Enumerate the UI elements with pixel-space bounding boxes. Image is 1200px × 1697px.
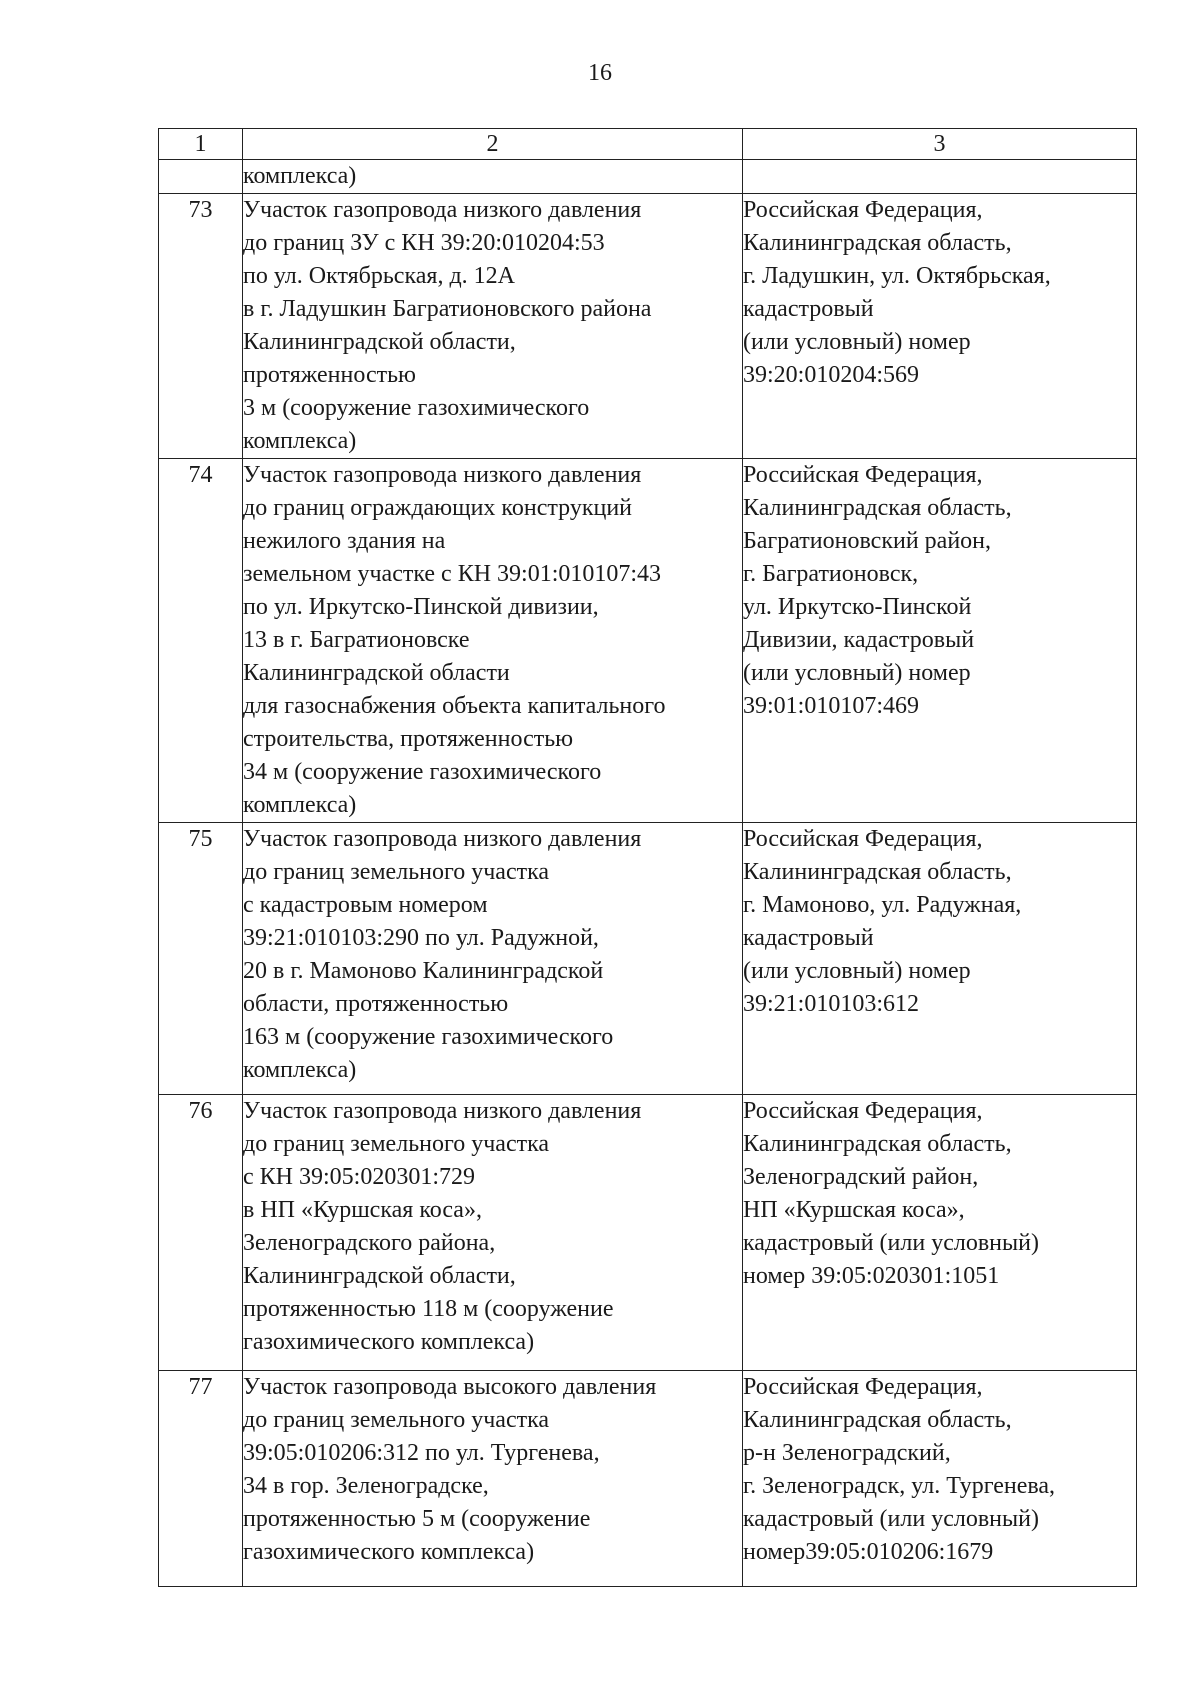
owner-line: кадастровый [743,296,874,322]
column-header-1: 1 [159,129,243,160]
description-cell [243,194,743,459]
description-cell [243,1371,743,1587]
description-line: в г. Ладушкин Багратионовского района [243,296,652,322]
owner-line: кадастровый [743,925,874,951]
owner-line: Зеленоградский район, [743,1164,979,1190]
owner-line: Российская Федерация, [743,1374,983,1400]
owner-line: г. Ладушкин, ул. Октябрьская, [743,263,1051,289]
owner-line: кадастровый (или условный) [743,1506,1039,1532]
description-line: Участок газопровода низкого давления [243,197,642,223]
owner-line: Калининградская область, [743,1407,1012,1433]
owner-cell [743,1371,1137,1587]
description-line: до границ ограждающих конструкций [243,495,633,521]
owner-line: НП «Куршская коса», [743,1197,965,1223]
owner-line: Багратионовский район, [743,528,992,554]
owner-line: номер 39:05:020301:1051 [743,1263,1000,1289]
row-number: 74 [159,459,243,823]
owner-line: г. Мамоново, ул. Радужная, [743,892,1022,918]
owner-line: Российская Федерация, [743,826,983,852]
description-line: строительства, протяженностью [243,726,574,752]
description-line: 39:21:010103:290 по ул. Радужной, [243,925,599,951]
description-line: в НП «Куршская коса», [243,1197,482,1223]
registry-table [158,128,1137,1587]
description-line: Участок газопровода низкого давления [243,826,642,852]
row-number: 77 [159,1371,243,1587]
owner-line: Российская Федерация, [743,1098,983,1124]
description-line: Участок газопровода высокого давления [243,1374,657,1400]
description-line: комплекса) [243,428,357,454]
description-line: Калининградской области, [243,1263,516,1289]
owner-cell [743,459,1137,823]
description-cell [243,459,743,823]
description-line: 13 в г. Багратионовске [243,627,470,653]
owner-line: Дивизии, кадастровый [743,627,975,653]
owner-line: (или условный) номер [743,660,971,686]
description-line: 20 в г. Мамоново Калининградской [243,958,604,984]
owner-line: (или условный) номер [743,329,971,355]
description-line: 163 м (сооружение газохимического [243,1024,614,1050]
owner-line: 39:01:010107:469 [743,693,920,719]
column-header-2: 2 [243,129,743,160]
table-row [159,823,1137,1095]
description-line: 34 м (сооружение газохимического [243,759,602,785]
table-row [159,1371,1137,1587]
column-header-row [159,129,1137,160]
table-row [159,194,1137,459]
description-line: области, протяженностью [243,991,509,1017]
owner-line: Калининградская область, [743,1131,1012,1157]
description-line: протяженностью 5 м (сооружение [243,1506,591,1532]
description-line: протяженностью 118 м (сооружение [243,1296,614,1322]
description-line: до границ ЗУ с КН 39:20:010204:53 [243,230,605,256]
description-line: 3 м (сооружение газохимического [243,395,590,421]
row-number: 73 [159,194,243,459]
description-line: для газоснабжения объекта капитального [243,693,666,719]
description-line: с КН 39:05:020301:729 [243,1164,475,1190]
description-line: 39:05:010206:312 по ул. Тургенева, [243,1440,600,1466]
description-line: Калининградской области [243,660,510,686]
owner-line: Калининградская область, [743,495,1012,521]
owner-line: р-н Зеленоградский, [743,1440,951,1466]
continuation-number-cell [159,160,243,194]
continuation-owner-cell [743,160,1137,194]
continuation-row [159,160,1137,194]
continuation-description-cell [243,160,743,194]
description-line: с кадастровым номером [243,892,488,918]
description-cell [243,1095,743,1371]
description-line: газохимического комплекса) [243,1329,535,1355]
description-cell [243,823,743,1095]
owner-line: (или условный) номер [743,958,971,984]
owner-line: Калининградская область, [743,230,1012,256]
description-line: Зеленоградского района, [243,1230,496,1256]
owner-cell [743,194,1137,459]
owner-line: ул. Иркутско-Пинской [743,594,972,620]
description-line: комплекса) [243,1057,357,1083]
description-line: Участок газопровода низкого давления [243,1098,642,1124]
owner-line: Российская Федерация, [743,197,983,223]
table-row [159,1095,1137,1371]
owner-line: г. Багратионовск, [743,561,919,587]
description-line: до границ земельного участка [243,1407,550,1433]
description-line: до границ земельного участка [243,859,550,885]
description-line: по ул. Иркутско-Пинской дивизии, [243,594,599,620]
description-line: протяженностью [243,362,416,388]
owner-line: Калининградская область, [743,859,1012,885]
description-line: Участок газопровода низкого давления [243,462,642,488]
description-line: 34 в гор. Зеленоградске, [243,1473,489,1499]
owner-line: Российская Федерация, [743,462,983,488]
page-number: 16 [588,60,612,86]
owner-cell [743,823,1137,1095]
row-number: 76 [159,1095,243,1371]
description-line: газохимического комплекса) [243,1539,535,1565]
description-line: земельном участке с КН 39:01:010107:43 [243,561,662,587]
owner-line: 39:20:010204:569 [743,362,920,388]
owner-line: г. Зеленоградск, ул. Тургенева, [743,1473,1056,1499]
owner-cell [743,1095,1137,1371]
row-number: 75 [159,823,243,1095]
owner-line: кадастровый (или условный) [743,1230,1039,1256]
owner-line: 39:21:010103:612 [743,991,920,1017]
table-row [159,459,1137,823]
description-line: нежилого здания на [243,528,446,554]
description-line: по ул. Октябрьская, д. 12А [243,263,515,289]
description-line: до границ земельного участка [243,1131,550,1157]
description-line: Калининградской области, [243,329,516,355]
column-header-3: 3 [743,129,1137,160]
description-line: комплекса) [243,163,357,189]
description-line: комплекса) [243,792,357,818]
owner-line: номер39:05:010206:1679 [743,1539,994,1565]
